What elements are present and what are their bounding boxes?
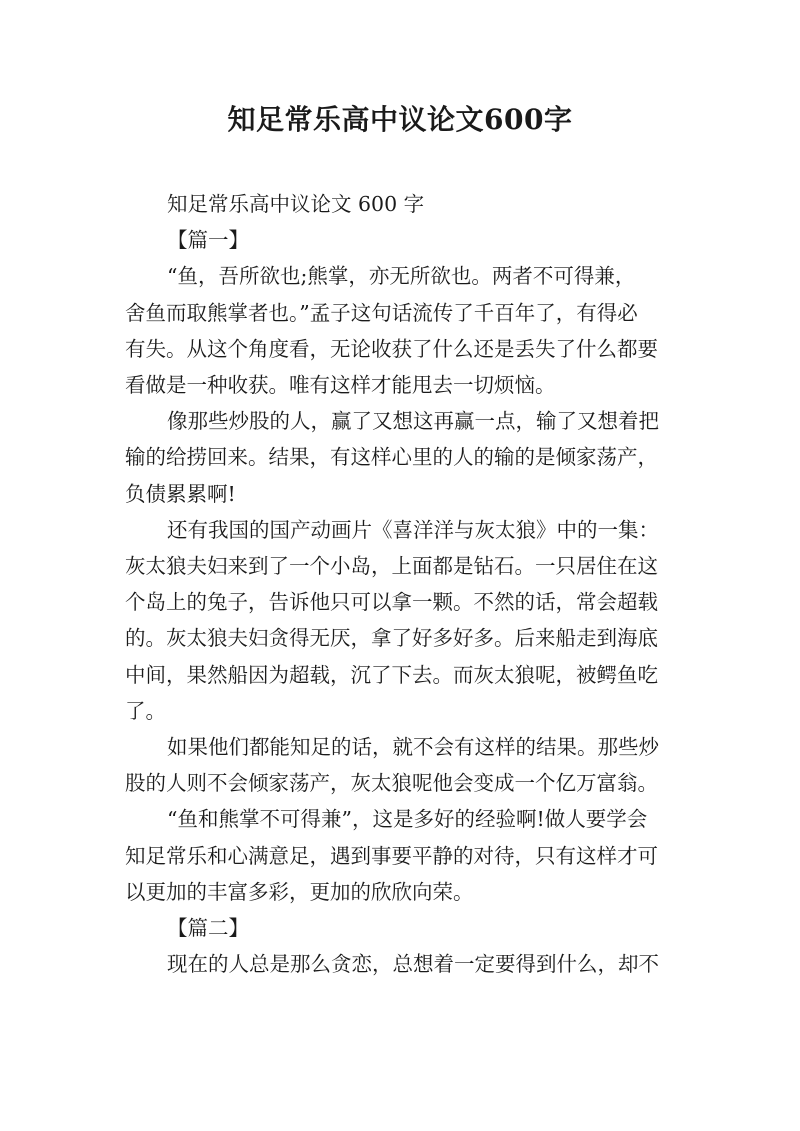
body-line: 输的给捞回来。结果，有这样心里的人的输的是倾家荡产， bbox=[125, 445, 658, 470]
body-line: 以更加的丰富多彩，更加的欣欣向荣。 bbox=[125, 879, 474, 904]
body-line: 股的人则不会倾家荡产，灰太狼呢他会变成一个亿万富翁。 bbox=[125, 771, 658, 796]
body-line: 看做是一种收获。唯有这样才能甩去一切烦恼。 bbox=[125, 373, 556, 398]
body-line: 的。灰太狼夫妇贪得无厌，拿了好多好多。后来船走到海底 bbox=[125, 626, 658, 651]
body-line: “鱼，吾所欲也;熊掌，亦无所欲也。两者不可得兼， bbox=[167, 264, 636, 289]
body-line: 像那些炒股的人，赢了又想这再赢一点，输了又想着把 bbox=[167, 409, 659, 434]
body-line: 如果他们都能知足的话，就不会有这样的结果。那些炒 bbox=[167, 735, 659, 760]
body-line: 有失。从这个角度看，无论收获了什么还是丢失了什么都要 bbox=[125, 336, 658, 361]
body-line: 知足常乐高中议论文 600 字 bbox=[167, 192, 425, 216]
body-line: 还有我国的国产动画片《喜洋洋与灰太狼》中的一集： bbox=[167, 517, 659, 542]
section-heading: 【篇二】 bbox=[167, 916, 249, 941]
body-line: 知足常乐和心满意足，遇到事要平静的对待，只有这样才可 bbox=[125, 843, 658, 868]
body-line: “鱼和熊掌不可得兼”，这是多好的经验啊!做人要学会 bbox=[167, 807, 648, 832]
body-line: 中间，果然船因为超载，沉了下去。而灰太狼呢，被鳄鱼吃 bbox=[125, 662, 658, 687]
body-line: 舍鱼而取熊掌者也。”孟子这句话流传了千百年了，有得必 bbox=[125, 300, 638, 325]
body-line: 个岛上的兔子，告诉他只可以拿一颗。不然的话，常会超载 bbox=[125, 590, 658, 615]
body-line: 灰太狼夫妇来到了一个小岛，上面都是钻石。一只居住在这 bbox=[125, 554, 658, 579]
document-title: 知足常乐高中议论文600字 bbox=[227, 103, 573, 136]
body-line: 现在的人总是那么贪恋，总想着一定要得到什么，却不 bbox=[167, 952, 659, 977]
section-heading: 【篇一】 bbox=[167, 228, 249, 253]
body-line: 负债累累啊! bbox=[125, 481, 236, 506]
body-line: 了。 bbox=[125, 698, 166, 723]
document-body bbox=[125, 186, 685, 982]
